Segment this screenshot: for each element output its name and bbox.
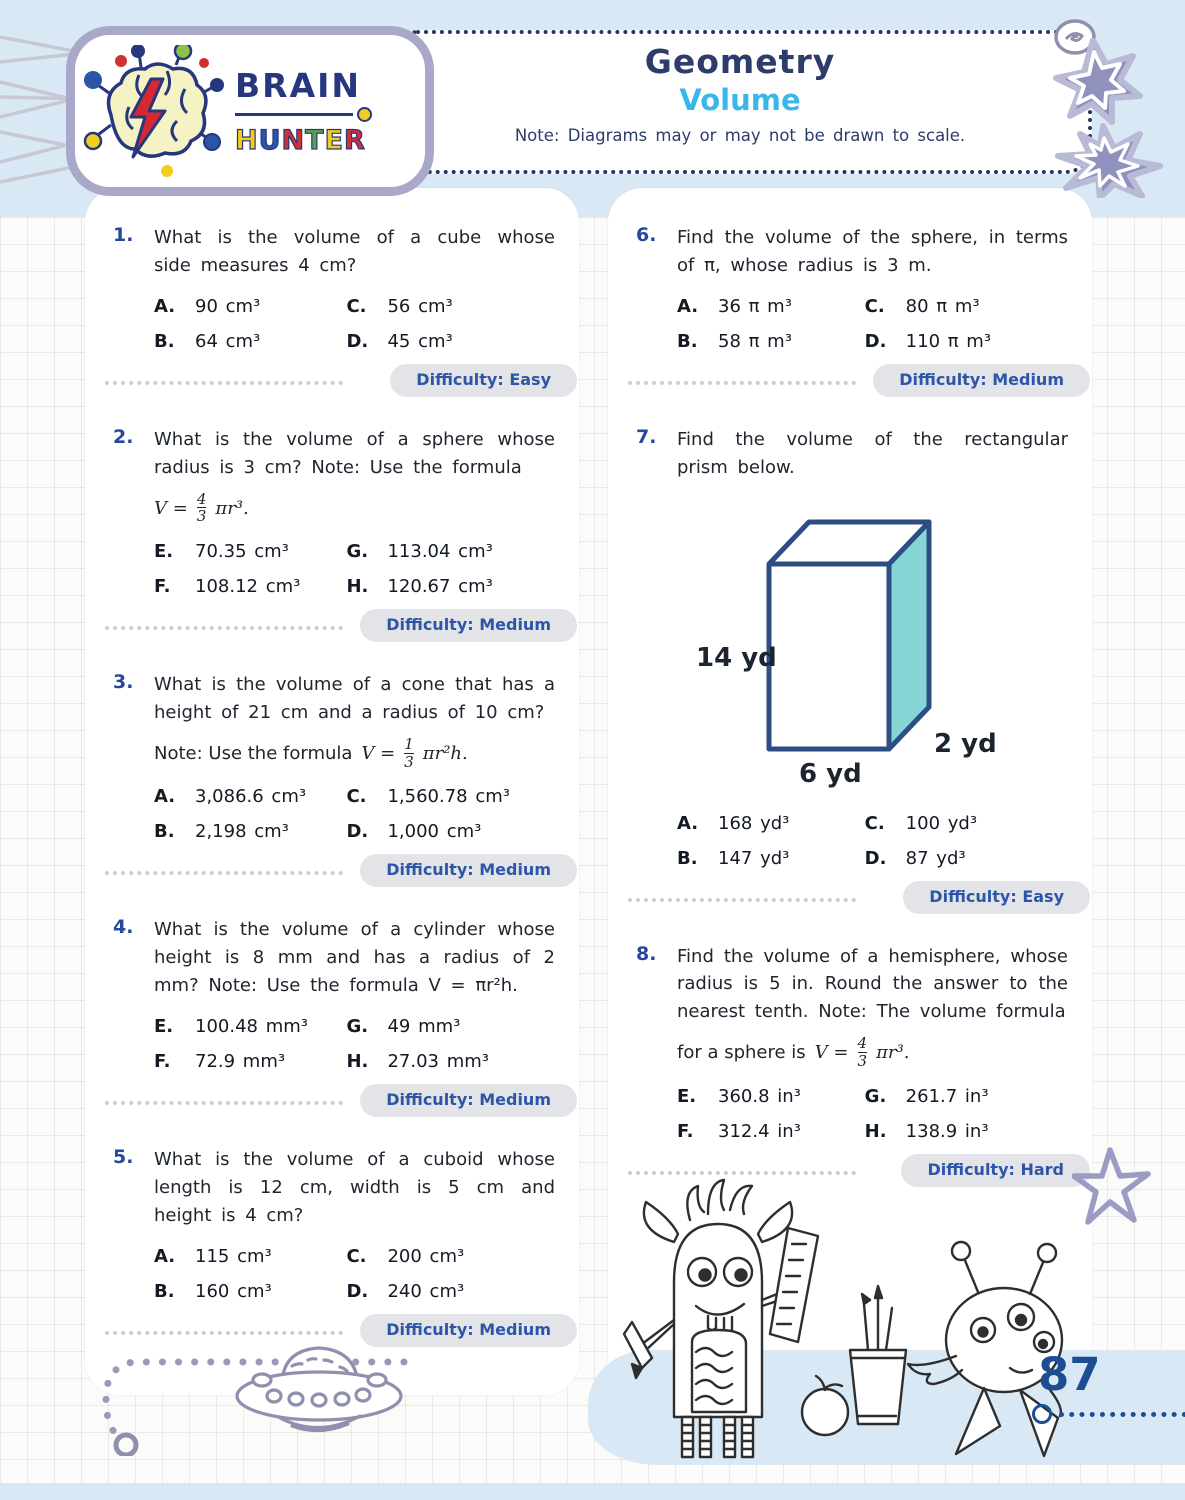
question-5 bbox=[113, 1146, 555, 1356]
option-row: D. 240 cm³ bbox=[346, 1280, 465, 1302]
ufo-doodle-icon bbox=[222, 1334, 417, 1446]
dotted-separator bbox=[105, 381, 343, 385]
dotted-separator bbox=[105, 871, 343, 875]
question-number: 8. bbox=[636, 942, 657, 965]
question-number: 7. bbox=[636, 425, 657, 448]
question-7 bbox=[636, 426, 1068, 923]
option-row: H. 138.9 in³ bbox=[864, 1120, 989, 1142]
footer-circle-icon bbox=[1032, 1404, 1052, 1424]
fraction: $\frac{4}{3}$ bbox=[196, 489, 207, 526]
question-8 bbox=[636, 943, 1068, 1196]
brand-logo-box bbox=[66, 26, 434, 196]
brand-title bbox=[235, 66, 372, 156]
question-text: Find the volume of a hemisphere, whose radius is 5 in. Round the answer to the nearest tenth. Note: The volume formula bbox=[677, 945, 1068, 1023]
subject-title: Geometry bbox=[644, 42, 836, 81]
options-grid bbox=[154, 296, 555, 352]
options-grid bbox=[154, 1246, 555, 1302]
question-text: Find the volume of the rectangular prism below. bbox=[677, 428, 1068, 478]
question-4 bbox=[113, 916, 555, 1126]
question-text: Find the volume of the sphere, in terms of π, whose radius is 3 m. bbox=[677, 227, 1068, 276]
question-number: 1. bbox=[113, 224, 134, 246]
option-row: G. 49 mm³ bbox=[346, 1016, 461, 1038]
option-row: C. 1,560.78 cm³ bbox=[346, 786, 510, 808]
brand-line1: BRAIN bbox=[235, 66, 361, 105]
option-row: F. 108.12 cm³ bbox=[154, 576, 301, 598]
option-row: A. 3,086.6 cm³ bbox=[154, 786, 307, 808]
dotted-separator bbox=[105, 626, 343, 630]
question-6 bbox=[636, 224, 1068, 406]
dotted-separator bbox=[628, 381, 856, 385]
option-row: D. 87 yd³ bbox=[864, 847, 966, 869]
question-number: 2. bbox=[113, 425, 134, 448]
option-row: B. 58 π m³ bbox=[677, 330, 792, 352]
dotted-separator bbox=[105, 1101, 343, 1105]
option-row: F. 312.4 in³ bbox=[677, 1120, 801, 1142]
difficulty-badge: Difficulty: Easy bbox=[903, 881, 1090, 914]
option-row: B. 64 cm³ bbox=[154, 330, 261, 352]
option-row: E. 360.8 in³ bbox=[677, 1085, 801, 1107]
star-doodle-icon bbox=[1072, 1146, 1152, 1231]
brain-lightning-logo-icon bbox=[81, 45, 231, 177]
difficulty-badge: Difficulty: Medium bbox=[360, 1084, 577, 1117]
option-row: G. 261.7 in³ bbox=[864, 1085, 989, 1107]
options-grid bbox=[677, 813, 1068, 869]
options-grid bbox=[677, 296, 1068, 352]
option-row: E. 70.35 cm³ bbox=[154, 541, 289, 563]
footer-dotted-line bbox=[1059, 1412, 1185, 1417]
options-grid bbox=[154, 786, 555, 842]
header-titles bbox=[440, 42, 1040, 145]
option-row: C. 80 π m³ bbox=[864, 295, 980, 317]
question-1 bbox=[113, 224, 555, 406]
question-number: 6. bbox=[636, 224, 657, 246]
options-grid bbox=[154, 1016, 555, 1072]
topic-title: Volume bbox=[679, 83, 801, 117]
question-text: What is the volume of a cube whose side measures 4 cm? bbox=[154, 227, 555, 276]
question-number: 4. bbox=[113, 916, 134, 939]
difficulty-badge: Difficulty: Hard bbox=[901, 1154, 1090, 1187]
question-card-left bbox=[85, 188, 579, 1395]
formula: Note: Use the formula V = $\frac{1}{3}$ πr²h. bbox=[154, 734, 468, 771]
rectangular-prism-diagram bbox=[694, 494, 1004, 789]
difficulty-badge: Difficulty: Medium bbox=[360, 609, 577, 642]
fraction: $\frac{4}{3}$ bbox=[857, 1034, 868, 1070]
formula: V = $\frac{4}{3}$ πr³. bbox=[154, 489, 249, 526]
option-row: D. 110 π m³ bbox=[864, 330, 992, 352]
prism-height-label: 14 yd bbox=[696, 642, 777, 673]
difficulty-badge: Difficulty: Medium bbox=[360, 854, 577, 887]
difficulty-badge: Difficulty: Medium bbox=[360, 1314, 577, 1347]
star-burst-icon bbox=[1048, 38, 1163, 198]
option-row: C. 200 cm³ bbox=[346, 1245, 465, 1267]
question-text: What is the volume of a cylinder whose height is 8 mm and has a radius of 2 mm? Note: Use the formula V = πr²h. bbox=[154, 919, 555, 997]
option-row: H. 27.03 mm³ bbox=[346, 1051, 490, 1073]
option-row: D. 45 cm³ bbox=[346, 330, 453, 352]
prism-width-label: 6 yd bbox=[799, 758, 862, 789]
option-row: A. 90 cm³ bbox=[154, 295, 261, 317]
option-row: F. 72.9 mm³ bbox=[154, 1051, 286, 1073]
question-number: 3. bbox=[113, 671, 134, 694]
option-row: C. 100 yd³ bbox=[864, 812, 978, 834]
question-text: What is the volume of a cone that has a height of 21 cm and a radius of 10 cm? bbox=[154, 674, 555, 723]
question-text: What is the volume of a sphere whose radius is 3 cm? Note: Use the formula bbox=[154, 428, 555, 478]
brand-underline bbox=[235, 107, 372, 122]
option-row: A. 36 π m³ bbox=[677, 295, 792, 317]
question-2 bbox=[113, 426, 555, 651]
prism-depth-label: 2 yd bbox=[934, 728, 997, 759]
scale-note: Note: Diagrams may or may not be drawn to scale. bbox=[514, 126, 966, 145]
option-row: E. 100.48 mm³ bbox=[154, 1016, 308, 1038]
underline-dot bbox=[357, 107, 372, 122]
formula: for a sphere is V = $\frac{4}{3}$ πr³. bbox=[677, 1034, 910, 1070]
dotted-separator bbox=[628, 898, 856, 902]
option-row: C. 56 cm³ bbox=[346, 295, 453, 317]
option-row: D. 1,000 cm³ bbox=[346, 821, 482, 843]
option-row: B. 160 cm³ bbox=[154, 1280, 272, 1302]
option-row: B. 147 yd³ bbox=[677, 847, 790, 869]
option-row: G. 113.04 cm³ bbox=[346, 541, 493, 563]
question-number: 5. bbox=[113, 1146, 134, 1169]
options-grid bbox=[677, 1086, 1068, 1142]
option-row: B. 2,198 cm³ bbox=[154, 821, 289, 843]
option-row: H. 120.67 cm³ bbox=[346, 576, 493, 598]
question-3 bbox=[113, 671, 555, 896]
option-row: A. 115 cm³ bbox=[154, 1245, 272, 1267]
question-text: What is the volume of a cuboid whose length is 12 cm, width is 5 cm and height is 4 cm? bbox=[154, 1149, 555, 1226]
fraction: $\frac{1}{3}$ bbox=[404, 734, 414, 771]
page-number: 87 bbox=[1038, 1348, 1101, 1401]
options-grid bbox=[154, 541, 555, 597]
difficulty-badge: Difficulty: Easy bbox=[390, 364, 577, 397]
option-row: A. 168 yd³ bbox=[677, 812, 790, 834]
difficulty-badge: Difficulty: Medium bbox=[873, 364, 1090, 397]
page-footer-dots bbox=[1032, 1404, 1185, 1424]
brand-line2: HUNTER bbox=[235, 125, 366, 156]
